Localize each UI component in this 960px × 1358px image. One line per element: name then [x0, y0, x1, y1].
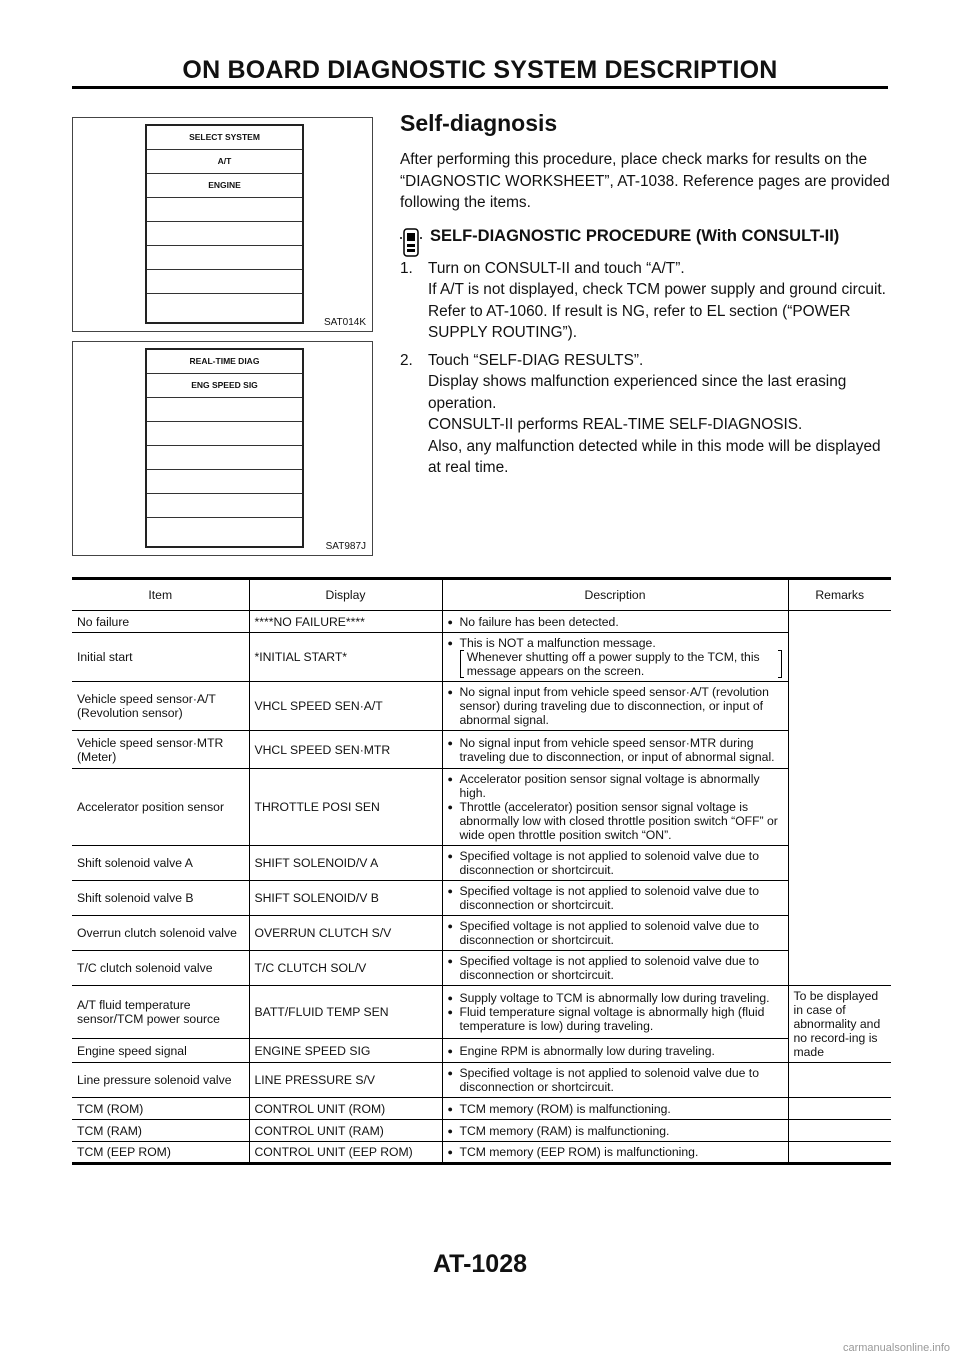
step-text: If A/T is not displayed, check TCM power supply and ground circuit. Refer to AT-1060. If result is NG, refer to EL section (“POWER SUPPLY ROUTING”). [428, 281, 886, 341]
section-title: Self-diagnosis [400, 110, 558, 136]
bullet-icon: ● [447, 1125, 453, 1136]
step-text: Touch “SELF-DIAG RESULTS”. [428, 351, 644, 369]
description-note [460, 650, 783, 678]
description-bullet [448, 1044, 783, 1058]
table-header-row [72, 579, 891, 611]
cell-description [442, 1098, 788, 1120]
cell-item: TCM (EEP ROM) [72, 1142, 249, 1164]
bullet-icon: ● [447, 774, 453, 784]
cell-item: Shift solenoid valve B [72, 881, 249, 916]
cell-item: Vehicle speed sensor·A/T (Revolution sensor) [72, 682, 249, 731]
description-bullet [448, 849, 783, 877]
cell-description [442, 769, 788, 846]
bullet-text: Throttle (accelerator) position sensor signal voltage is abnormally low with closed throttle position switch “OFF” or wide open throttle position switch “ON”. [459, 800, 778, 842]
cell-item: Overrun clutch solenoid valve [72, 916, 249, 951]
bullet-icon: ● [447, 886, 453, 896]
figure-select-system [72, 117, 373, 332]
bullet-text: TCM memory (RAM) is malfunctioning. [459, 1123, 670, 1138]
cell-item: TCM (RAM) [72, 1120, 249, 1142]
table-row [72, 682, 891, 731]
bullet-icon: ● [447, 616, 453, 627]
screen-row: ENGINE [147, 174, 302, 198]
table-row [72, 1098, 891, 1120]
bullet-icon: ● [447, 993, 453, 1004]
description-bullet [448, 1102, 783, 1116]
cell-display: SHIFT SOLENOID/V A [249, 846, 442, 881]
page-header-title: ON BOARD DIAGNOSTIC SYSTEM DESCRIPTION [182, 56, 778, 84]
table-row [72, 769, 891, 846]
cell-item: Engine speed signal [72, 1039, 249, 1063]
bullet-text: Supply voltage to TCM is abnormally low during traveling. [459, 991, 770, 1006]
table-row [72, 846, 891, 881]
bullet-icon: ● [447, 1007, 453, 1018]
screen-row [147, 398, 302, 422]
consult-screen-real-time-diag [145, 348, 304, 548]
table-row [72, 951, 891, 986]
screen-row [147, 294, 302, 317]
cell-item: A/T fluid temperature sensor/TCM power source [72, 986, 249, 1039]
cell-display: VHCL SPEED SEN·MTR [249, 731, 442, 769]
bullet-text: No failure has been detected. [459, 614, 619, 629]
table-row [72, 1120, 891, 1142]
col-header-remarks: Remarks [788, 579, 891, 611]
description-bullet [448, 772, 783, 800]
table-row [72, 731, 891, 769]
description-bullet [448, 919, 783, 947]
header-rule [72, 86, 888, 89]
table-row [72, 1039, 891, 1063]
consult-tool-icon [400, 226, 422, 260]
description-bullet [448, 800, 783, 842]
bullet-icon: ● [447, 1045, 453, 1056]
cell-remarks [788, 1142, 891, 1164]
screen-row: REAL-TIME DIAG [147, 350, 302, 374]
bullet-text: TCM memory (EEP ROM) is malfunctioning. [459, 1145, 699, 1159]
bullet-text: Engine RPM is abnormally low during traveling. [459, 1043, 715, 1058]
cell-item: T/C clutch solenoid valve [72, 951, 249, 986]
table-row [72, 611, 891, 633]
cell-item: Vehicle speed sensor·MTR (Meter) [72, 731, 249, 769]
cell-display: LINE PRESSURE S/V [249, 1063, 442, 1098]
table-row [72, 881, 891, 916]
bullet-text: This is NOT a malfunction message. [459, 636, 656, 650]
cell-description [442, 951, 788, 986]
screen-row [147, 518, 302, 541]
description-bullet [448, 615, 783, 629]
cell-description [442, 731, 788, 769]
procedure-step [400, 350, 895, 479]
cell-display: THROTTLE POSI SEN [249, 769, 442, 846]
cell-description [442, 986, 788, 1039]
step-text: Turn on CONSULT-II and touch “A/T”. [428, 259, 685, 277]
bullet-icon: ● [447, 1147, 453, 1157]
cell-display: OVERRUN CLUTCH S/V [249, 916, 442, 951]
cell-description [442, 1063, 788, 1098]
screen-row [147, 198, 302, 222]
table-row [72, 633, 891, 682]
bullet-icon: ● [447, 802, 453, 812]
bullet-icon: ● [447, 638, 453, 648]
cell-description [442, 1039, 788, 1063]
description-bullet [448, 636, 783, 650]
cell-item: Line pressure solenoid valve [72, 1063, 249, 1098]
description-bullet [448, 1124, 783, 1138]
cell-description [442, 881, 788, 916]
cell-description [442, 682, 788, 731]
step-text: Display shows malfunction experienced since the last erasing operation. [428, 373, 847, 412]
figure-real-time-diag [72, 341, 373, 556]
cell-display: T/C CLUTCH SOL/V [249, 951, 442, 986]
cell-item: Accelerator position sensor [72, 769, 249, 846]
note-text: Whenever shutting off a power supply to the TCM, this message appears on the screen. [466, 650, 760, 678]
description-bullet [448, 1005, 783, 1033]
section-intro: After performing this procedure, place check marks for results on the “DIAGNOSTIC WORKSHEET”, AT-1038. Reference pages are provided following the items. [400, 151, 890, 211]
bullet-icon: ● [447, 851, 453, 861]
cell-display: *INITIAL START* [249, 633, 442, 682]
cell-remarks [788, 1098, 891, 1120]
bullet-text: Accelerator position sensor signal voltage is abnormally high. [459, 772, 760, 800]
bullet-icon: ● [447, 1103, 453, 1114]
procedure-heading [400, 226, 895, 246]
bullet-text: Specified voltage is not applied to solenoid valve due to disconnection or shortcircuit. [459, 884, 759, 912]
cell-description [442, 1120, 788, 1142]
table-row [72, 1063, 891, 1098]
self-diagnosis-table [72, 577, 891, 1165]
description-bullet [448, 1145, 783, 1159]
bullet-text: No signal input from vehicle speed sensor·A/T (revolution sensor) during traveling due to disconnection, or input of abnormal signal. [459, 685, 769, 727]
screen-row [147, 470, 302, 494]
cell-display: BATT/FLUID TEMP SEN [249, 986, 442, 1039]
cell-description [442, 916, 788, 951]
screen-row [147, 270, 302, 294]
watermark: carmanualsonline.info [842, 1342, 950, 1354]
description-bullet [448, 884, 783, 912]
bullet-icon: ● [447, 1068, 453, 1078]
cell-remarks: To be displayed in case of abnormality and no record-ing is made [788, 986, 891, 1063]
cell-display: CONTROL UNIT (EEP ROM) [249, 1142, 442, 1164]
procedure-heading-text: SELF-DIAGNOSTIC PROCEDURE (With CONSULT-II) [430, 226, 840, 245]
cell-remarks [788, 1120, 891, 1142]
cell-display: CONTROL UNIT (ROM) [249, 1098, 442, 1120]
cell-display: ENGINE SPEED SIG [249, 1039, 442, 1063]
screen-row: A/T [147, 150, 302, 174]
cell-display: ****NO FAILURE**** [249, 611, 442, 633]
col-header-item: Item [72, 579, 249, 611]
description-bullet [448, 954, 783, 982]
bracket-right [778, 650, 782, 678]
consult-screen-select-system [145, 124, 304, 324]
cell-description [442, 611, 788, 633]
bullet-text: Specified voltage is not applied to solenoid valve due to disconnection or shortcircuit. [459, 1066, 759, 1094]
cell-display: VHCL SPEED SEN·A/T [249, 682, 442, 731]
bullet-text: TCM memory (ROM) is malfunctioning. [459, 1101, 671, 1116]
table-row [72, 916, 891, 951]
figure-code: SAT987J [325, 541, 366, 552]
cell-description [442, 846, 788, 881]
description-bullet [448, 685, 783, 727]
procedure-steps [400, 258, 895, 479]
figure-code: SAT014K [323, 317, 366, 328]
self-diagnosis-section [400, 110, 895, 485]
cell-display: CONTROL UNIT (RAM) [249, 1120, 442, 1142]
cell-item: TCM (ROM) [72, 1098, 249, 1120]
screen-row: SELECT SYSTEM [147, 126, 302, 150]
bullet-icon: ● [447, 921, 453, 931]
page-number: AT-1028 [432, 1250, 528, 1278]
cell-remarks [788, 1063, 891, 1098]
description-bullet [448, 991, 783, 1005]
bullet-icon: ● [447, 737, 453, 748]
procedure-step [400, 258, 895, 344]
cell-item: Initial start [72, 633, 249, 682]
description-bullet [448, 736, 783, 764]
bullet-icon: ● [447, 687, 453, 697]
screen-row [147, 446, 302, 470]
bullet-icon: ● [447, 956, 453, 966]
cell-remarks [788, 611, 891, 986]
col-header-display: Display [249, 579, 442, 611]
screen-row [147, 494, 302, 518]
cell-item: No failure [72, 611, 249, 633]
bullet-text: Specified voltage is not applied to solenoid valve due to disconnection or shortcircuit. [459, 919, 759, 947]
cell-item: Shift solenoid valve A [72, 846, 249, 881]
description-bullet [448, 1066, 783, 1094]
step-text: Also, any malfunction detected while in this mode will be displayed at real time. [428, 437, 881, 476]
screen-row [147, 422, 302, 446]
step-number: 2. [400, 351, 413, 369]
bullet-text: Specified voltage is not applied to solenoid valve due to disconnection or shortcircuit. [459, 849, 759, 877]
cell-display: SHIFT SOLENOID/V B [249, 881, 442, 916]
table-row [72, 1142, 891, 1164]
table-row [72, 986, 891, 1039]
bullet-text: Specified voltage is not applied to solenoid valve due to disconnection or shortcircuit. [459, 954, 759, 982]
step-text: CONSULT-II performs REAL-TIME SELF-DIAGNOSIS. [428, 416, 803, 433]
bullet-text: No signal input from vehicle speed sensor·MTR during traveling due to disconnection, or input of abnormal signal. [459, 735, 775, 764]
bullet-text: Fluid temperature signal voltage is abnormally high (fluid temperature is low) during traveling. [459, 1005, 765, 1034]
screen-row: ENG SPEED SIG [147, 374, 302, 398]
screen-row [147, 222, 302, 246]
screen-row [147, 246, 302, 270]
step-number: 1. [400, 259, 413, 277]
cell-description [442, 633, 788, 682]
cell-description [442, 1142, 788, 1164]
col-header-description: Description [442, 579, 788, 611]
